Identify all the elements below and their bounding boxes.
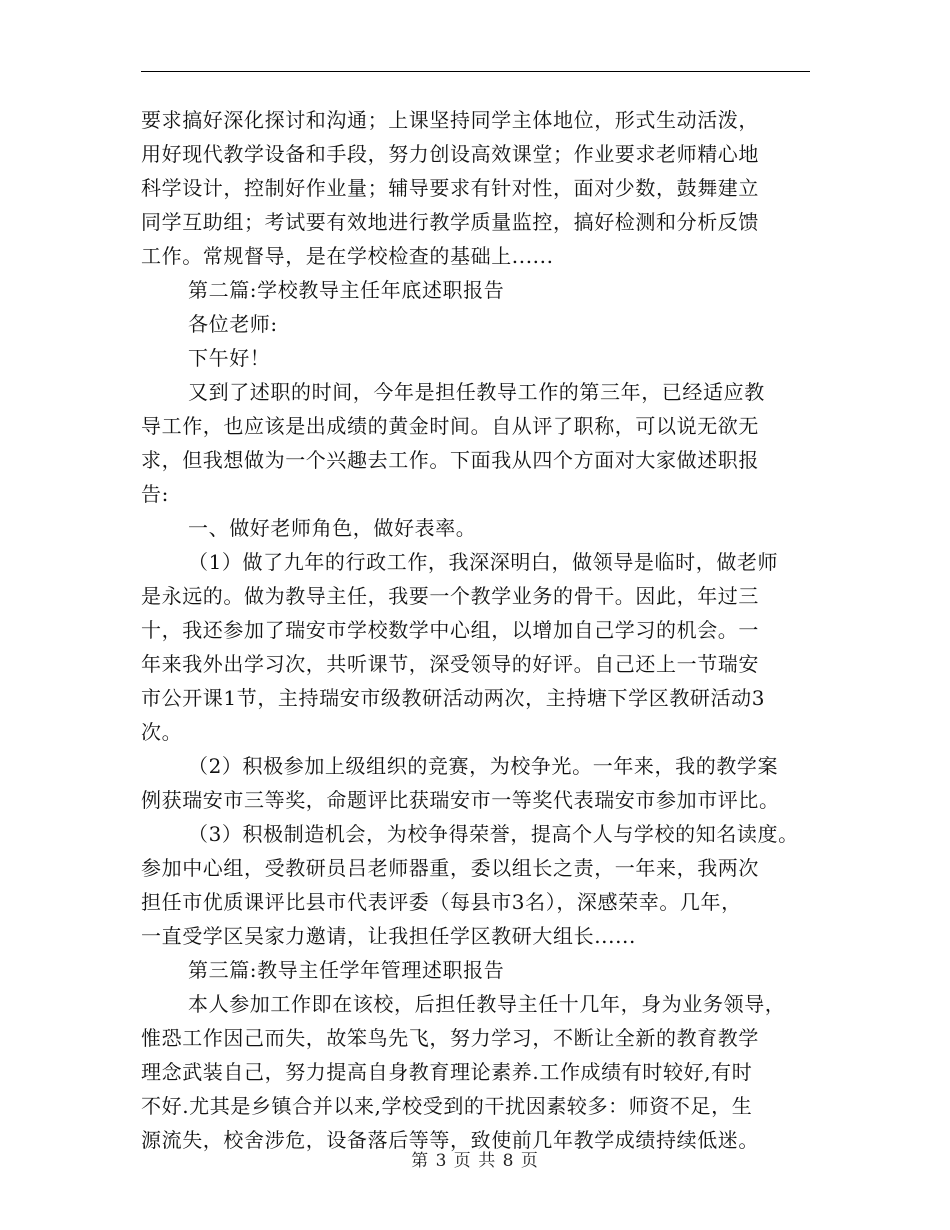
text-line: 惟恐工作因己而失，故笨鸟先飞，努力学习，不断让全新的教育教学 [141, 1026, 759, 1050]
text-line: 理念武装自己，努力提高自身教育理论素养.工作成绩有时较好,有时 [141, 1060, 753, 1084]
text-line: 市公开课1节，主持瑞安市级教研活动两次，主持塘下学区教研活动3 [141, 686, 766, 710]
body-text [141, 103, 821, 1157]
text-line: 同学互助组；考试要有效地进行教学质量监控，搞好检测和分析反馈 [141, 210, 759, 234]
text-line: 用好现代教学设备和手段，努力创设高效课堂；作业要求老师精心地 [141, 142, 759, 166]
text-line: 年来我外出学习次，共听课节，深受领导的好评。自己还上一节瑞安 [141, 652, 759, 676]
text-line: 例获瑞安市三等奖，命题评比获瑞安市一等奖代表瑞安市参加市评比。 [141, 788, 780, 812]
subsection-heading: 一、做好老师角色，做好表率。 [188, 516, 477, 540]
salutation: 各位老师: [188, 312, 278, 336]
text-line: 导工作，也应该是出成绩的黄金时间。自从评了职称，可以说无欲无 [141, 414, 759, 438]
text-line: 要求搞好深化探讨和沟通；上课坚持同学主体地位，形式生动活泼， [141, 108, 759, 132]
text-line: （3）积极制造机会，为校争得荣誉，提高个人与学校的知名读度。 [188, 822, 799, 846]
section-heading: 第三篇:教导主任学年管理述职报告 [188, 958, 505, 982]
text-line: 源流失，校舍涉危，设备落后等等，致使前几年教学成绩持续低迷。 [141, 1128, 759, 1152]
text-line: （1）做了九年的行政工作，我深深明白，做领导是临时，做老师 [188, 550, 779, 574]
section-heading: 第二篇:学校教导主任年底述职报告 [188, 278, 505, 302]
text-line: 告: [141, 482, 169, 506]
text-line: 科学设计，控制好作业量；辅导要求有针对性，面对少数，鼓舞建立 [141, 176, 759, 200]
text-line: 工作。常规督导，是在学校检查的基础上...... [141, 244, 554, 268]
text-line: 不好.尤其是乡镇合并以来,学校受到的干扰因素较多：师资不足，生 [141, 1094, 753, 1118]
text-line: 参加中心组，受教研员吕老师器重，委以组长之责，一年来，我两次 [141, 856, 759, 880]
page-number: 第 3 页 共 8 页 [411, 1151, 539, 1171]
text-line: 担任市优质课评比县市代表评委（每县市3名），深感荣幸。几年， [141, 890, 742, 914]
header-rule [141, 71, 810, 72]
text-line: 次。 [141, 720, 183, 744]
text-line: 求，但我想做为一个兴趣去工作。下面我从四个方面对大家做述职报 [141, 448, 759, 472]
text-line: 又到了述职的时间，今年是担任教导工作的第三年，已经适应教 [188, 380, 765, 404]
greeting: 下午好！ [188, 346, 271, 370]
text-line: 一直受学区吴家力邀请，让我担任学区教研大组长...... [141, 924, 636, 948]
text-line: 十，我还参加了瑞安市学校数学中心组，以增加自己学习的机会。一 [141, 618, 759, 642]
text-line: （2）积极参加上级组织的竞赛，为校争光。一年来，我的教学案 [188, 754, 779, 778]
text-line: 本人参加工作即在该校，后担任教导主任十几年，身为业务领导， [188, 992, 786, 1016]
text-line: 是永远的。做为教导主任，我要一个教学业务的骨干。因此，年过三 [141, 584, 759, 608]
